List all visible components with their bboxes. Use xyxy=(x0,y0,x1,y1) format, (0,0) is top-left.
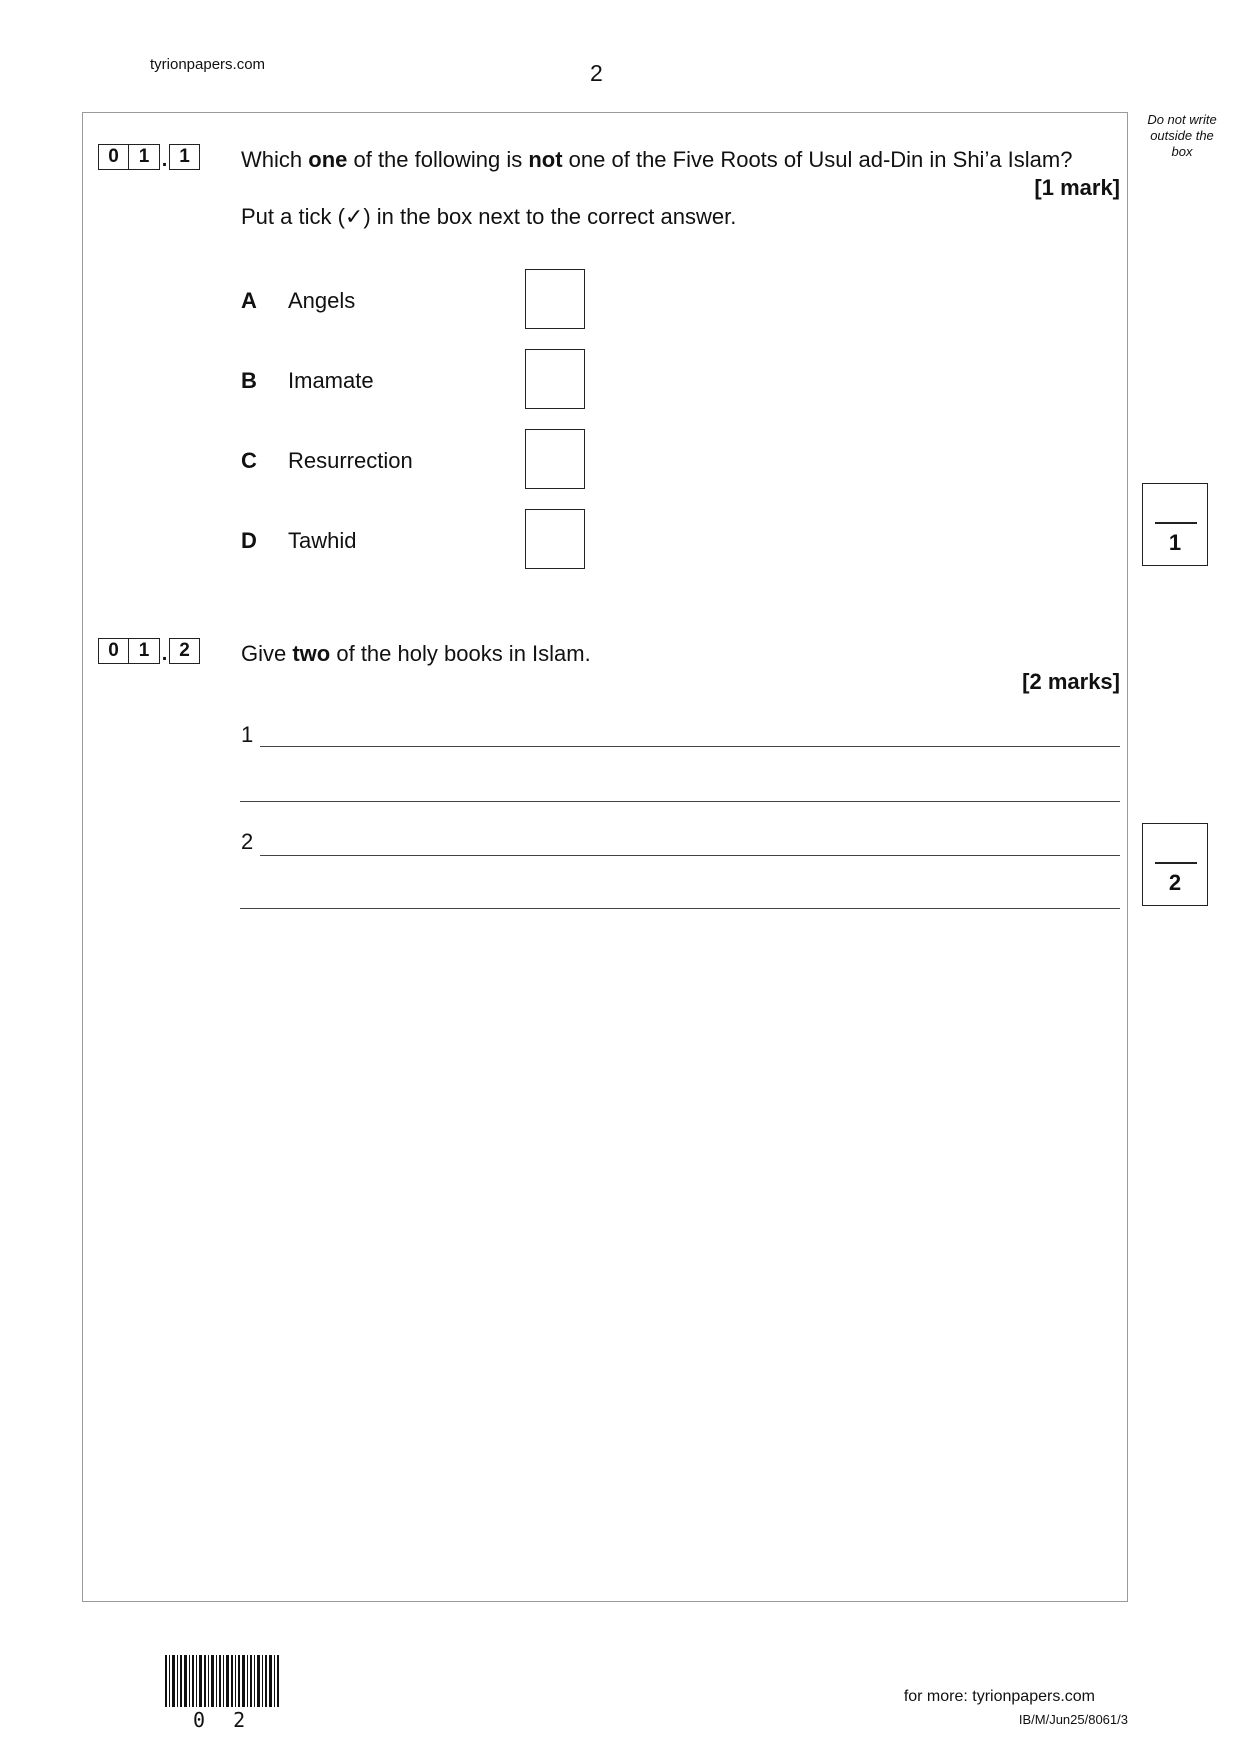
answer-line[interactable] xyxy=(260,746,1120,747)
tick-box-a[interactable] xyxy=(525,269,585,329)
margin-note-line: outside the xyxy=(1150,128,1214,143)
question-text xyxy=(241,641,591,667)
tick-box-b[interactable] xyxy=(525,349,585,409)
question-text-part: Give xyxy=(241,641,293,666)
marks-label: [1 mark] xyxy=(1034,175,1120,200)
option-letter-a: A xyxy=(241,288,257,313)
question-text xyxy=(241,147,1072,173)
question-text-part: of the holy books in Islam. xyxy=(330,641,591,666)
question-number-digit: 0 xyxy=(98,144,129,170)
paper-code: IB/M/Jun25/8061/3 xyxy=(1018,1712,1128,1727)
margin-note-line: box xyxy=(1171,144,1193,159)
question-text-emphasis: one xyxy=(308,147,348,172)
question-number-digit: 1 xyxy=(129,638,160,664)
answer-label-1: 1 xyxy=(241,722,254,747)
question-text-emphasis: not xyxy=(528,147,563,172)
page-number: 2 xyxy=(590,60,603,86)
option-text-c: Resurrection xyxy=(288,448,413,473)
answer-line[interactable] xyxy=(260,855,1120,856)
score-box-q1 xyxy=(1142,483,1208,566)
instruction-text: Put a tick (✓) in the box next to the correct answer. xyxy=(241,204,737,229)
answer-line[interactable] xyxy=(240,908,1120,909)
barcode-digits: 0 2 xyxy=(193,1708,254,1732)
score-max: 1 xyxy=(1168,530,1182,555)
tick-box-c[interactable] xyxy=(525,429,585,489)
site-header: tyrionpapers.com xyxy=(150,56,266,73)
option-letter-c: C xyxy=(241,448,257,473)
question-text-part: of the following is xyxy=(347,147,529,172)
question-text-part: one of the Five Roots of Usul ad-Din in Shi’a Islam? xyxy=(562,147,1073,172)
question-number-dot: . xyxy=(161,643,168,665)
score-box-divider xyxy=(1155,862,1197,864)
option-letter-b: B xyxy=(241,368,257,393)
option-text-a: Angels xyxy=(288,288,356,313)
option-text-b: Imamate xyxy=(288,368,374,393)
question-number-01-1 xyxy=(98,144,200,170)
question-text-part: Which xyxy=(241,147,309,172)
question-number-digit: 2 xyxy=(169,638,200,664)
question-number-01-2 xyxy=(98,638,200,664)
margin-note-line: Do not write xyxy=(1147,112,1217,127)
question-number-digit: 1 xyxy=(169,144,200,170)
answer-line[interactable] xyxy=(240,801,1120,802)
answer-label-2: 2 xyxy=(241,829,254,854)
option-letter-d: D xyxy=(241,528,257,553)
marks-label: [2 marks] xyxy=(1022,669,1120,694)
tick-box-d[interactable] xyxy=(525,509,585,569)
margin-note xyxy=(1138,112,1226,160)
option-text-d: Tawhid xyxy=(288,528,357,553)
question-number-dot: . xyxy=(161,149,168,171)
answer-frame xyxy=(82,112,1128,1602)
question-number-digit: 0 xyxy=(98,638,129,664)
score-box-divider xyxy=(1155,522,1197,524)
question-text-emphasis: two xyxy=(292,641,331,666)
score-box-q2 xyxy=(1142,823,1208,906)
footer-more-link: for more: tyrionpapers.com xyxy=(903,1688,1095,1705)
question-number-digit: 1 xyxy=(129,144,160,170)
score-max: 2 xyxy=(1168,870,1182,895)
barcode xyxy=(165,1655,280,1707)
